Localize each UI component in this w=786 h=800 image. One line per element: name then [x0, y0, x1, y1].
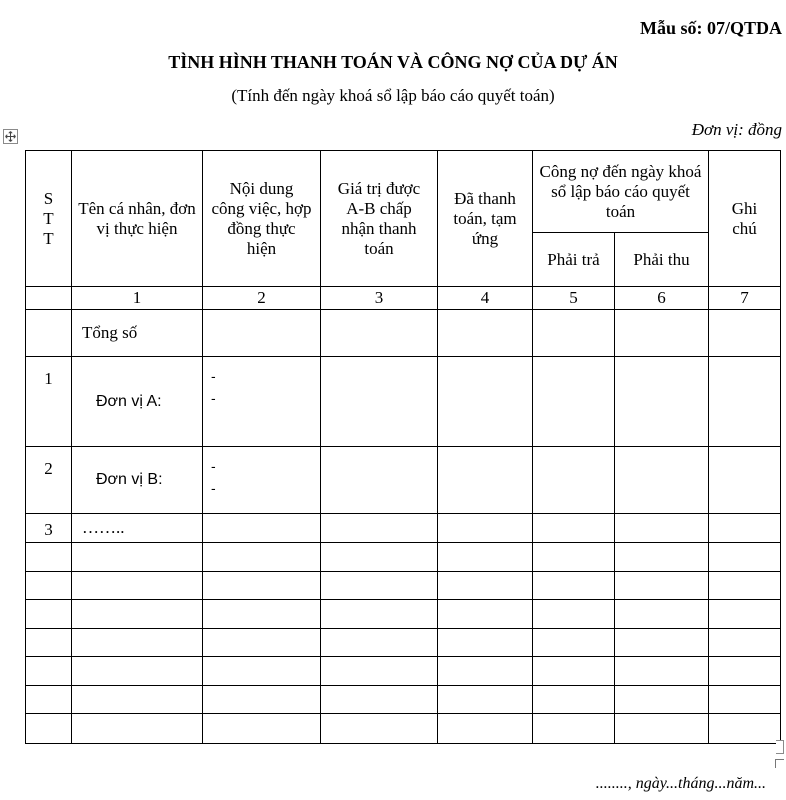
table-cell	[203, 514, 321, 543]
table-row-empty	[26, 657, 781, 686]
table-cell	[709, 310, 781, 357]
table-cell	[438, 543, 533, 572]
row-stt: 1	[26, 357, 72, 447]
table-row-empty	[26, 714, 781, 744]
table-cell	[615, 714, 709, 744]
table-row-empty	[26, 543, 781, 572]
header-content: Nội dung công việc, hợp đồng thực hiện	[203, 151, 321, 287]
content-dash: -	[211, 390, 216, 406]
header-debt: Công nợ đến ngày khoá sổ lập báo cáo quyết toán	[533, 151, 709, 233]
table-cell	[72, 571, 203, 600]
table-cell	[203, 543, 321, 572]
table-cell	[321, 543, 438, 572]
table-cell	[203, 628, 321, 657]
table-cell	[709, 543, 781, 572]
column-number: 3	[321, 287, 438, 310]
table-cell	[438, 600, 533, 629]
table-cell	[203, 714, 321, 744]
table-cell	[321, 685, 438, 714]
table-cell	[321, 447, 438, 514]
table-cell	[438, 514, 533, 543]
row-stt: 3	[26, 514, 72, 543]
payment-debt-table	[25, 150, 781, 744]
table-cell	[26, 543, 72, 572]
table-cell	[533, 628, 615, 657]
row-unit-name: Đơn vị B:	[72, 447, 203, 514]
table-cell	[203, 571, 321, 600]
table-cell	[203, 600, 321, 629]
table-cell	[438, 357, 533, 447]
header-name: Tên cá nhân, đơn vị thực hiện	[72, 151, 203, 287]
table-cell	[321, 657, 438, 686]
header-note: Ghi chú	[709, 151, 781, 287]
table-cell	[533, 685, 615, 714]
table-cell	[203, 685, 321, 714]
table-cell	[26, 657, 72, 686]
table-cell	[321, 514, 438, 543]
row-stt: 2	[26, 447, 72, 514]
table-cell	[438, 685, 533, 714]
table-cell	[203, 657, 321, 686]
table-cell	[709, 571, 781, 600]
table-cell	[709, 514, 781, 543]
row-content	[203, 357, 321, 447]
table-row-empty	[26, 628, 781, 657]
table-cell	[533, 514, 615, 543]
table-cell	[533, 600, 615, 629]
column-number: 2	[203, 287, 321, 310]
table-cell	[438, 714, 533, 744]
table-cell	[533, 543, 615, 572]
table-row-total	[26, 310, 781, 357]
table-cell	[321, 628, 438, 657]
table-cell	[533, 357, 615, 447]
table-cell	[615, 447, 709, 514]
table-cell	[321, 310, 438, 357]
header-payable: Phải trả	[533, 233, 615, 287]
table-cell	[533, 447, 615, 514]
table-cell	[709, 600, 781, 629]
table-cell	[438, 657, 533, 686]
table-cell	[203, 310, 321, 357]
report-subtitle: (Tính đến ngày khoá sổ lập báo cáo quyết toán)	[231, 86, 555, 105]
table-cell	[72, 657, 203, 686]
column-number: 6	[615, 287, 709, 310]
table-row	[26, 514, 781, 543]
table-cell	[615, 600, 709, 629]
table-cell	[615, 514, 709, 543]
header-paid: Đã thanh toán, tạm ứng	[438, 151, 533, 287]
table-cell	[709, 357, 781, 447]
table-resize-handle[interactable]	[776, 740, 784, 754]
table-cell	[709, 657, 781, 686]
column-number: 5	[533, 287, 615, 310]
table-cell	[615, 571, 709, 600]
table-cell	[72, 628, 203, 657]
table-move-handle[interactable]	[3, 129, 18, 144]
page-corner-mark	[775, 759, 784, 768]
table-cell	[72, 685, 203, 714]
table-cell	[321, 571, 438, 600]
table-cell	[615, 657, 709, 686]
header-value: Giá trị được A-B chấp nhận thanh toán	[321, 151, 438, 287]
row-unit-name: ……..	[72, 514, 203, 543]
table-cell	[26, 310, 72, 357]
table-cell	[72, 714, 203, 744]
table-cell	[533, 310, 615, 357]
table-cell	[26, 571, 72, 600]
date-line: ........, ngày...tháng...năm...	[595, 775, 766, 792]
table-row	[26, 447, 781, 514]
table-cell	[709, 685, 781, 714]
table-cell	[26, 685, 72, 714]
table-cell	[321, 357, 438, 447]
table-cell	[72, 543, 203, 572]
row-content	[203, 447, 321, 514]
column-number: 7	[709, 287, 781, 310]
header-stt-line: T	[43, 208, 54, 228]
table-row-empty	[26, 571, 781, 600]
move-arrows-icon	[5, 131, 16, 142]
table-cell	[321, 600, 438, 629]
total-label: Tổng số	[72, 310, 203, 357]
header-stt-line: T	[43, 228, 54, 248]
content-dash: -	[211, 368, 216, 384]
table-cell	[709, 628, 781, 657]
form-number: Mẫu số: 07/QTDA	[639, 18, 782, 38]
table-cell	[615, 543, 709, 572]
content-dash: -	[211, 480, 216, 496]
table-row	[26, 357, 781, 447]
table-cell	[72, 600, 203, 629]
currency-unit: Đơn vị: đồng	[691, 120, 782, 139]
table-cell	[438, 310, 533, 357]
row-unit-name: Đơn vị A:	[72, 357, 203, 447]
table-row-empty	[26, 685, 781, 714]
table-cell	[26, 714, 72, 744]
content-dash: -	[211, 458, 216, 474]
table-row-empty	[26, 600, 781, 629]
table-cell	[321, 714, 438, 744]
table-cell	[438, 447, 533, 514]
column-number: 4	[438, 287, 533, 310]
table-cell	[26, 600, 72, 629]
header-stt	[26, 151, 72, 287]
table-cell	[615, 357, 709, 447]
report-title: TÌNH HÌNH THANH TOÁN VÀ CÔNG NỢ CỦA DỰ ÁN	[168, 52, 618, 72]
header-stt-line: S	[43, 188, 54, 208]
table-cell	[438, 571, 533, 600]
table-cell	[438, 628, 533, 657]
table-cell	[709, 447, 781, 514]
table-cell	[709, 714, 781, 744]
table-cell	[26, 628, 72, 657]
table-cell	[533, 714, 615, 744]
table-cell	[615, 685, 709, 714]
table-cell	[615, 310, 709, 357]
table-cell	[615, 628, 709, 657]
table-cell	[533, 571, 615, 600]
header-receivable: Phải thu	[615, 233, 709, 287]
column-number	[26, 287, 72, 310]
table-cell	[533, 657, 615, 686]
column-number: 1	[72, 287, 203, 310]
